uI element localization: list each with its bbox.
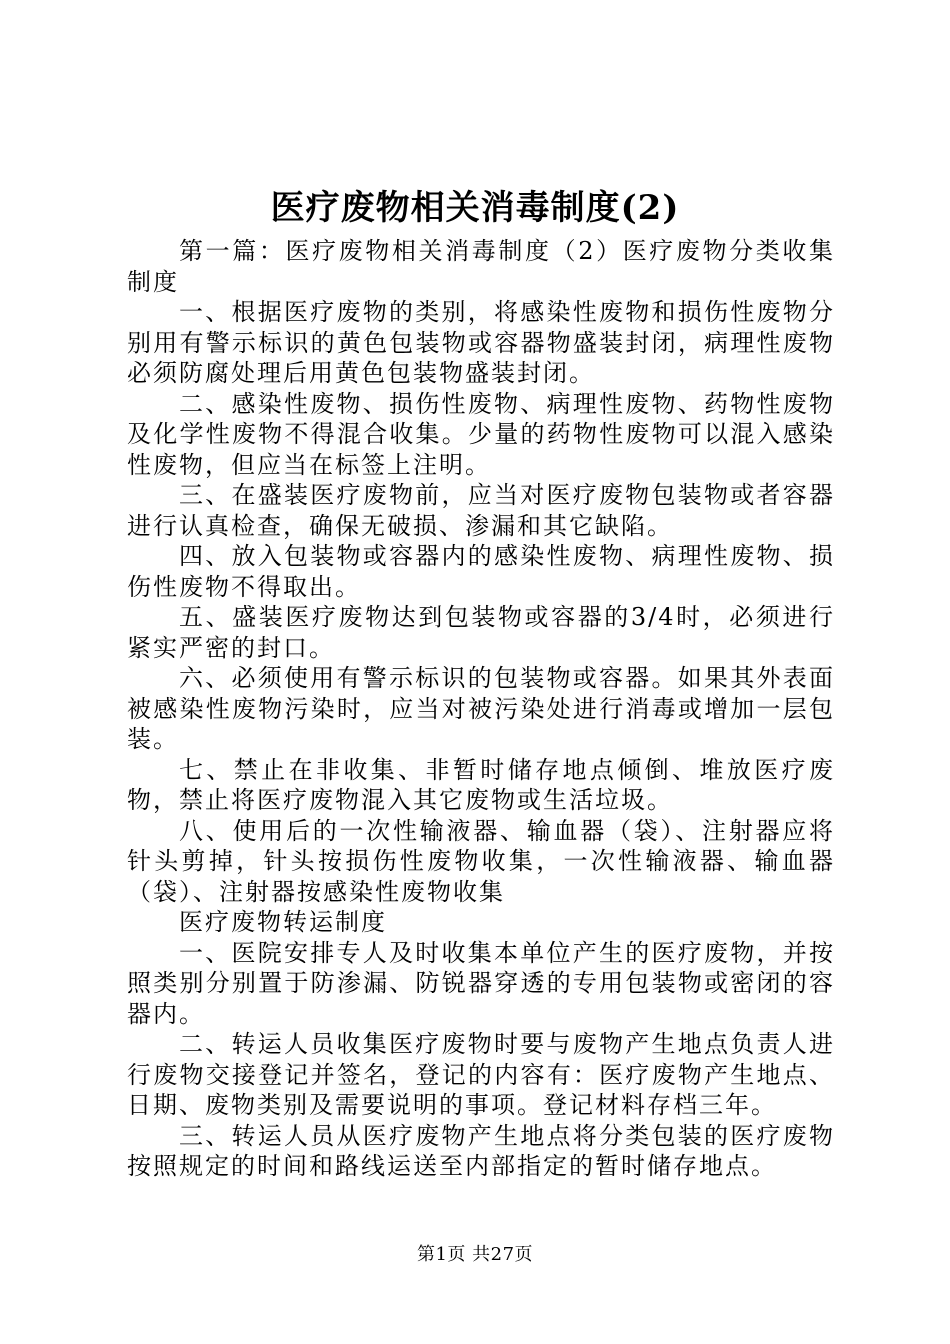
paragraph-classification-2: 二、感染性废物、损伤性废物、病理性废物、药物性废物及化学性废物不得混合收集。少量的药物性废物可以混入感染性废物，但应当在标签上注明。 xyxy=(127,389,835,479)
section-heading-transport: 医疗废物转运制度 xyxy=(179,908,387,936)
document-title: 医疗废物相关消毒制度(2) xyxy=(270,188,680,228)
paragraph-transport-2: 二、转运人员收集医疗废物时要与废物产生地点负责人进行废物交接登记并签名，登记的内容有：医疗废物产生地点、日期、废物类别及需要说明的事项。登记材料存档三年。 xyxy=(127,1030,835,1119)
paragraph-classification-5: 五、盛装医疗废物达到包装物或容器的3/4时，必须进行紧实严密的封口。 xyxy=(127,603,835,662)
paragraph-classification-8: 八、使用后的一次性输液器、输血器（袋）、注射器应将针头剪掉，针头按损伤性废物收集，一次性输液器、输血器（袋）、注射器按感染性废物收集 xyxy=(127,816,835,906)
paragraph-classification-1: 一、根据医疗废物的类别，将感染性废物和损伤性废物分别用有警示标识的黄色包装物或容器物盛装封闭，病理性废物必须防腐处理后用黄色包装物盛装封闭。 xyxy=(127,298,835,387)
paragraph-classification-4: 四、放入包装物或容器内的感染性废物、病理性废物、损伤性废物不得取出。 xyxy=(127,542,835,601)
paragraph-transport-1: 一、医院安排专人及时收集本单位产生的医疗废物，并按照类别分别置于防渗漏、防锐器穿透的专用包装物或密闭的容器内。 xyxy=(127,938,835,1028)
page-footer: 第1页 共27页 xyxy=(416,1244,534,1265)
paragraph-transport-3: 三、转运人员从医疗废物产生地点将分类包装的医疗废物按照规定的时间和路线运送至内部指定的暂时储存地点。 xyxy=(127,1121,835,1180)
paragraph-classification-6: 六、必须使用有警示标识的包装物或容器。如果其外表面被感染性废物污染时，应当对被污染处进行消毒或增加一层包装。 xyxy=(127,664,835,753)
document-body xyxy=(127,236,835,1182)
paragraph-classification-7: 七、禁止在非收集、非暂时储存地点倾倒、堆放医疗废物，禁止将医疗废物混入其它废物或生活垃圾。 xyxy=(127,755,835,814)
paragraph-intro: 第一篇：医疗废物相关消毒制度（2）医疗废物分类收集制度 xyxy=(127,237,835,296)
paragraph-classification-3: 三、在盛装医疗废物前，应当对医疗废物包装物或者容器进行认真检查，确保无破损、渗漏和其它缺陷。 xyxy=(127,481,835,540)
